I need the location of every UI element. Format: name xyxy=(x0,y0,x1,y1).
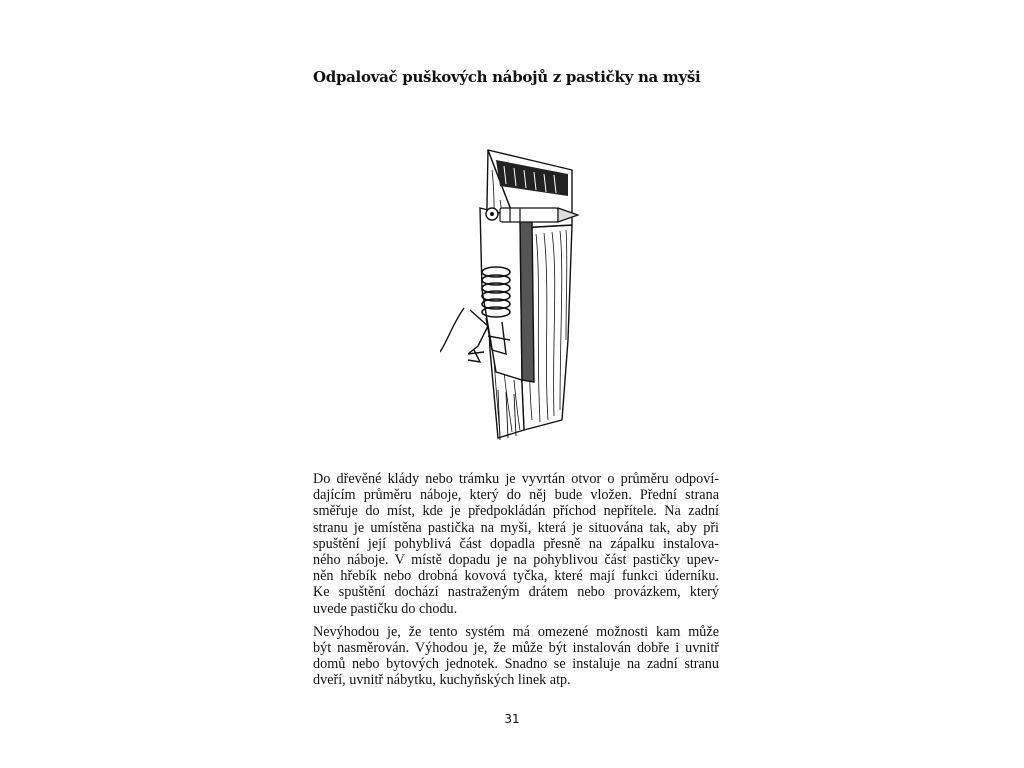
body-text xyxy=(313,471,719,689)
text-line: spuštění její pohyblivá část dopadla přesně na zápalku instalova- xyxy=(313,535,719,552)
text-line: být nasměrován. Výhodou je, že může být instalován dobře i uvnitř xyxy=(313,640,719,657)
text-line: ného náboje. V místě dopadu je na pohyblivou část pastičky upev- xyxy=(313,552,719,569)
page-title: Odpalovač puškových nábojů z pastičky na myši xyxy=(313,68,701,86)
text-line: něn hřebík nebo drobná kovová tyčka, které mají funkci úderníku. xyxy=(313,568,719,585)
text-line: uvede pastičku do chodu. xyxy=(313,600,458,617)
text-line: Nevýhodou je, že tento systém má omezené možnosti kam může xyxy=(313,623,719,640)
text-line: směřuje do míst, kde je předpokládán příchod nepřítele. Na zadní xyxy=(313,503,719,520)
illustration-mousetrap-cartridge xyxy=(440,140,590,445)
wooden-post-mousetrap-icon xyxy=(440,140,590,445)
paragraph-1 xyxy=(313,471,719,617)
text-line: dajícím průměru náboje, který do něj bude vložen. Přední strana xyxy=(313,487,719,504)
text-line: domů nebo bytových jednotek. Snadno se instaluje na zadní stranu xyxy=(313,656,719,673)
text-line: Ke spuštění dochází nastraženým drátem nebo provázkem, který xyxy=(313,584,719,601)
text-line: stranu je umístěna pastička na myši, která je situována tak, aby při xyxy=(313,519,719,536)
text-line: dveří, uvnitř nábytku, kuchyňských linek atp. xyxy=(313,672,571,689)
page-number: 31 xyxy=(504,712,520,726)
text-line: Do dřevěné klády nebo trámku je vyvrtán otvor o průměru odpoví- xyxy=(313,471,719,487)
paragraph-2 xyxy=(313,624,719,689)
